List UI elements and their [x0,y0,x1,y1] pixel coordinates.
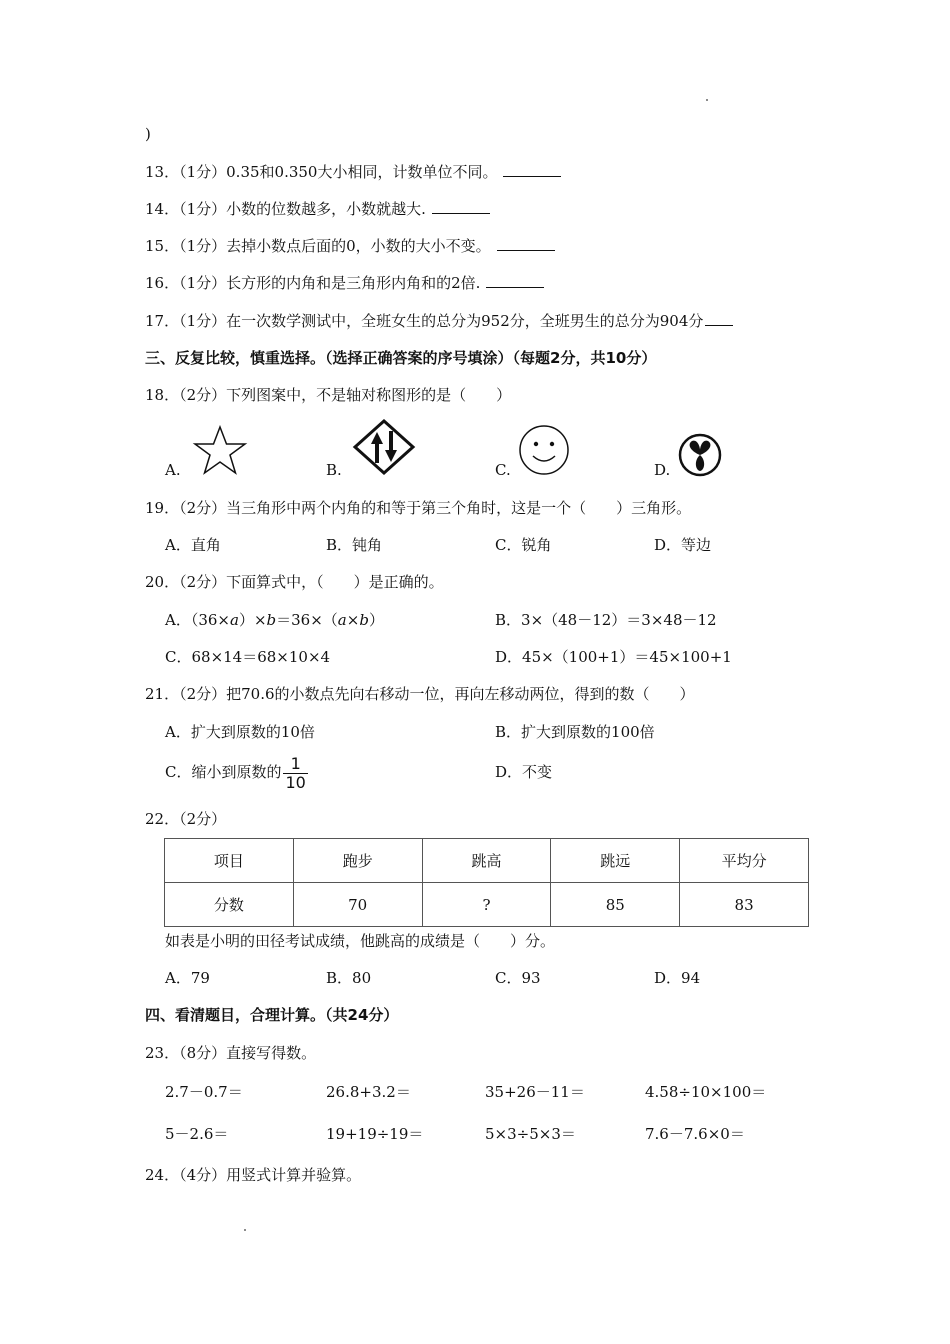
question-20: 20．（2分）下面算式中，（ ）是正确的。 [145,573,444,591]
section-3-title: 三、反复比较，慎重选择。（选择正确答案的序号填涂）（每题2分，共10分） [145,349,657,367]
calc-item: 4.58÷10×100＝ [645,1083,767,1101]
table-cell: 项目 [165,839,294,883]
answer-blank[interactable] [497,236,555,251]
close-paren: ) [145,125,151,143]
question-13: 13．（1分）0.35和0.350大小相同，计数单位不同。 [145,162,561,182]
answer-blank[interactable] [432,199,490,214]
q22-description: 如表是小明的田径考试成绩，他跳高的成绩是（ ）分。 [165,932,556,950]
question-17: 17．（1分）在一次数学测试中，全班女生的总分为952分，全班男生的总分为904分 [145,311,733,331]
section-4-title: 四、看清题目，合理计算。（共24分） [145,1006,399,1024]
answer-blank[interactable] [705,311,733,326]
table-cell: 跳高 [422,839,551,883]
q19-option-c[interactable]: C．锐角 [495,536,552,554]
question-21: 21．（2分）把70.6的小数点先向右移动一位，再向左移动两位，得到的数（ ） [145,685,695,703]
q22-option-d[interactable]: D．94 [654,969,701,987]
calc-item: 7.6－7.6×0＝ [645,1125,745,1143]
table-cell: 平均分 [680,839,809,883]
q19-option-a[interactable]: A．直角 [165,536,221,554]
calc-item: 26.8+3.2＝ [326,1083,411,1101]
q22-option-b[interactable]: B．80 [326,969,372,987]
option-a-label[interactable]: A. [165,461,181,479]
question-24: 24．（4分）用竖式计算并验算。 [145,1166,362,1184]
question-15: 15．（1分）去掉小数点后面的0，小数的大小不变。 [145,236,555,256]
q20-option-b[interactable]: B．3×（48－12）＝3×48－12 [495,611,717,629]
q21-option-c[interactable]: C．缩小到原数的 $\frac{1}{10}$ [165,753,306,792]
question-16: 16．（1分）长方形的内角和是三角形内角和的2倍. [145,273,544,293]
table-row [165,883,809,927]
question-22: 22．（2分） [145,810,227,828]
option-d-label[interactable]: D. [654,461,671,479]
calc-item: 2.7－0.7＝ [165,1083,243,1101]
q21-option-a[interactable]: A．扩大到原数的10倍 [165,723,315,741]
q20-option-d[interactable]: D．45×（100+1）＝45×100+1 [495,648,732,666]
smiley-face-icon [517,423,571,477]
table-cell: 跑步 [293,839,422,883]
question-23: 23．（8分）直接写得数。 [145,1044,317,1062]
table-cell: 70 [293,883,422,927]
table-cell: ? [422,883,551,927]
option-b-label[interactable]: B. [326,461,342,479]
propeller-circle-icon [677,432,723,478]
table-cell: 跳远 [551,839,680,883]
q22-option-c[interactable]: C．93 [495,969,541,987]
scan-dot [244,1229,246,1231]
calc-item: 35+26－11＝ [485,1083,585,1101]
q20-option-a[interactable]: A．（36×a）×b＝36×（a×b） [165,611,384,629]
diamond-arrows-icon [352,419,416,475]
table-cell: 83 [680,883,809,927]
table-cell: 分数 [165,883,294,927]
calc-item: 5－2.6＝ [165,1125,229,1143]
q22-option-a[interactable]: A．79 [165,969,210,987]
question-19: 19．（2分）当三角形中两个内角的和等于第三个角时，这是一个（ ）三角形。 [145,499,692,517]
q19-option-d[interactable]: D．等边 [654,536,712,554]
answer-blank[interactable] [486,273,544,288]
calc-item: 5×3÷5×3＝ [485,1125,576,1143]
table-cell: 85 [551,883,680,927]
fraction-one-tenth: $\frac{1}{10}$ [285,753,306,792]
q20-option-c[interactable]: C．68×14＝68×10×4 [165,648,331,666]
question-14: 14．（1分）小数的位数越多，小数就越大. [145,199,490,219]
star-icon [190,425,250,475]
q21-option-d[interactable]: D．不变 [495,763,553,781]
option-c-label[interactable]: C. [495,461,511,479]
answer-blank[interactable] [503,162,561,177]
calc-item: 19+19÷19＝ [326,1125,424,1143]
q19-option-b[interactable]: B．钝角 [326,536,383,554]
score-table [164,838,809,927]
question-18: 18．（2分）下列图案中，不是轴对称图形的是（ ） [145,386,512,404]
table-header-row [165,839,809,883]
scan-dot [706,99,708,101]
q21-option-b[interactable]: B．扩大到原数的100倍 [495,723,655,741]
